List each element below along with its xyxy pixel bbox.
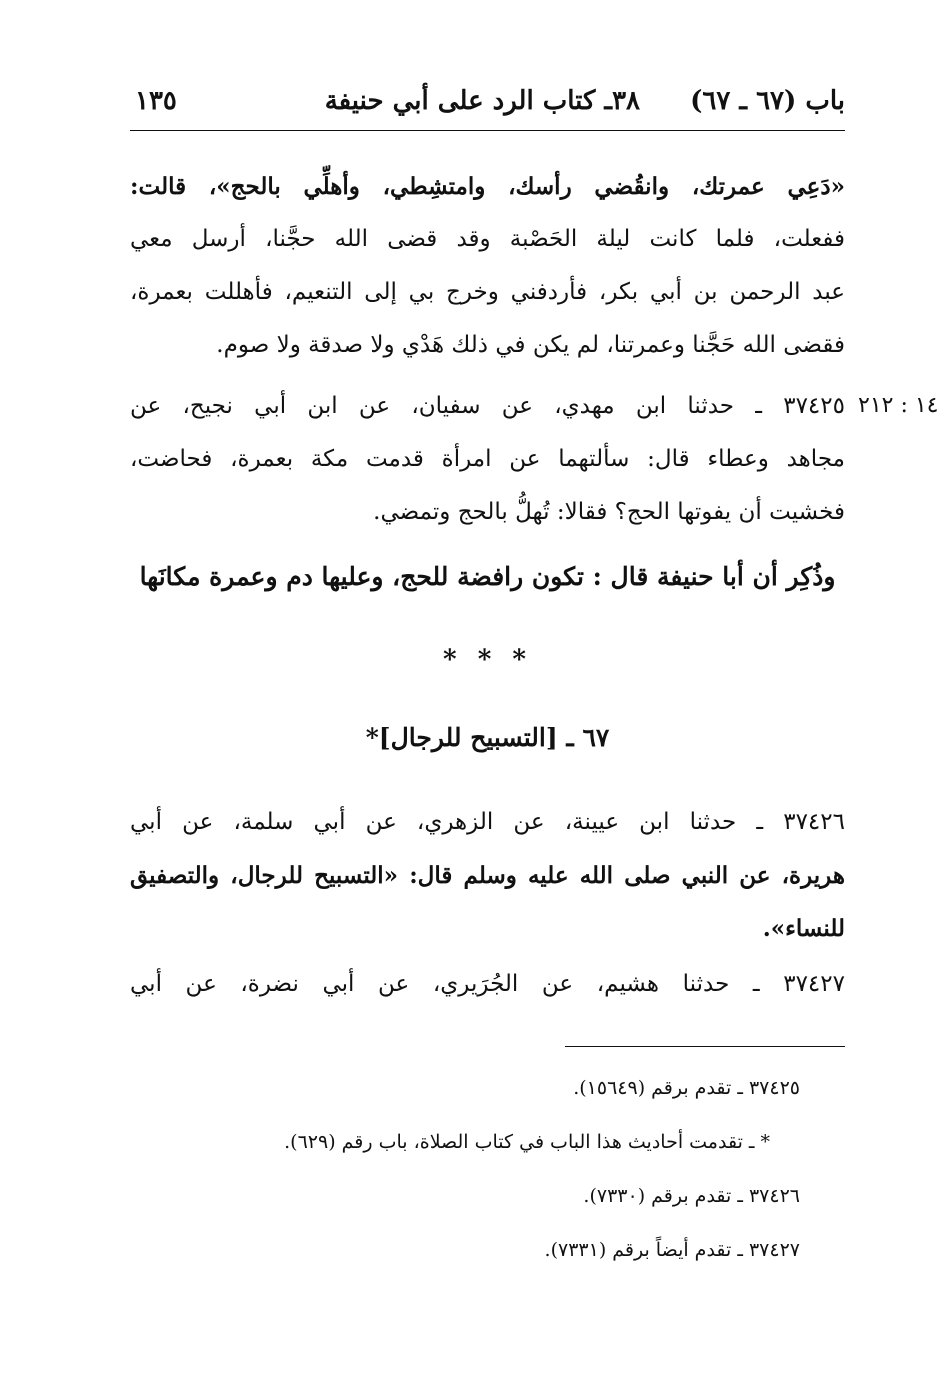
text-line: ٣٧٤٢٧ ـ حدثنا هشيم، عن الجُرَيري، عن أبي نضرة، عن أبي [130, 971, 845, 997]
text-line: للنساء». [762, 915, 845, 942]
hadith-continuation-paragraph [130, 160, 845, 372]
text-line: «دَعِي عمرتك، وانقُضي رأسك، وامتشِطي، وأهلِّي بالحج»، قالت: [130, 173, 845, 200]
abu-hanifa-statement: وذُكِر أن أبا حنيفة قال : تكون رافضة للحج، وعليها دم وعمرة مكانَها [139, 562, 836, 591]
footnote-item: * ـ تقدمت أحاديث هذا الباب في كتاب الصلاة، باب رقم (٦٢٩). [284, 1131, 770, 1153]
text-line: مجاهد وعطاء قال: سألتهما عن امرأة قدمت مكة بعمرة، فحاضت، [130, 446, 845, 472]
footnote-rule [565, 1046, 845, 1047]
section-title: ٦٧ ـ [التسبيح للرجال]* [365, 723, 610, 752]
hadith-37427-paragraph [130, 958, 845, 1011]
book-title: ٣٨ـ كتاب الرد على أبي حنيفة [324, 86, 640, 116]
text-line: عبد الرحمن بن أبي بكر، فأردفني وخرج بي إلى التنعيم، فأهللت بعمرة، [130, 279, 845, 305]
footnotes [130, 1068, 800, 1284]
text-line: ٣٧٤٢٦ ـ حدثنا ابن عيينة، عن الزهري، عن أبي سلمة، عن أبي [130, 809, 845, 835]
page-header [130, 80, 845, 124]
text-line: ٣٧٤٢٥ ـ حدثنا ابن مهدي، عن سفيان، عن ابن أبي نجيح، عن [130, 393, 845, 419]
page-number: ١٣٥ [135, 86, 177, 116]
hadith-37425-paragraph [130, 380, 845, 539]
text-line: ففعلت، فلما كانت ليلة الحَصْبة وقد قضى الله حجَّنا، أرسل معي [130, 226, 845, 252]
text-line: فقضى الله حَجَّنا وعمرتنا، لم يكن في ذلك هَدْي ولا صدقة ولا صوم. [216, 332, 845, 358]
hadith-37426-paragraph [130, 796, 845, 955]
section-separator: * * * [443, 645, 532, 675]
chapter-label: باب (٦٧ ـ ٦٧) [690, 86, 845, 116]
footnote-item: ٣٧٤٢٧ ـ تقدم أيضاً برقم (٧٣٣١). [544, 1239, 800, 1261]
text-line: هريرة، عن النبي صلى الله عليه وسلم قال: «التسبيح للرجال، والتصفيق [130, 862, 845, 889]
footnote-item: ٣٧٤٢٦ ـ تقدم برقم (٧٣٣٠). [583, 1185, 800, 1207]
text-line: فخشيت أن يفوتها الحج؟ فقالا: تُهلُّ بالحج وتمضي. [373, 499, 845, 525]
header-rule [130, 130, 845, 131]
margin-reference: ١٤ : ٢١٢ [858, 393, 939, 418]
footnote-item: ٣٧٤٢٥ ـ تقدم برقم (١٥٦٤٩). [573, 1077, 800, 1099]
